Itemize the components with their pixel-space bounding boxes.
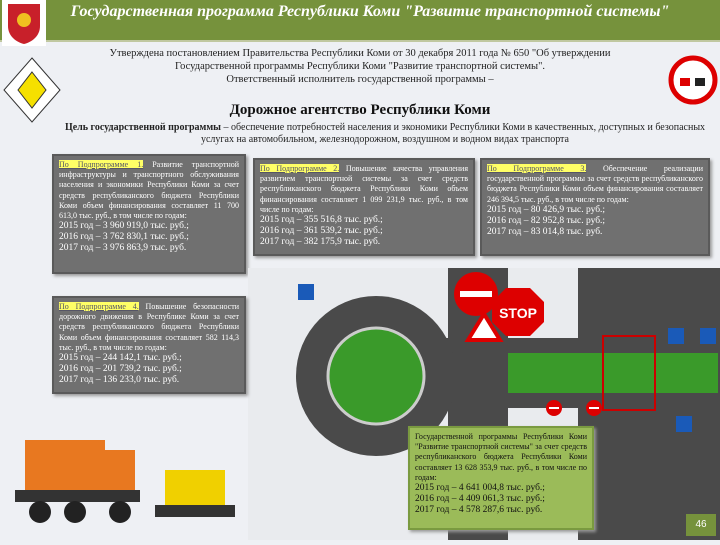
year-amount: 2016 год – 4 409 061,3 тыс. руб.;: [415, 494, 545, 505]
program-goal: [55, 122, 715, 146]
year-amount: 2017 год – 382 175,9 тыс. руб.: [260, 237, 381, 248]
goal-text: – обеспечение потребностей населения и экономики Республики Коми в качественных, доступных и безопасных услугах на автомобильном, железнодорожном, воздушном и водном видах транспорта: [200, 122, 706, 145]
priority-road-sign-icon: [2, 50, 62, 140]
year-amount: 2017 год – 136 233,0 тыс. руб.: [59, 375, 180, 386]
subprogram-text: Повышение безопасности дорожного движения в Республике Коми за счет средств республиканского бюджета Республики Коми объем финансирования составляет 582 114,3 тыс. руб., в том числе по годам:: [59, 302, 240, 352]
year-amount: 2015 год – 80 426,9 тыс. руб.;: [487, 204, 606, 215]
header-bar: [0, 0, 720, 42]
year-amount: 2017 год – 4 578 287,6 тыс. руб.: [415, 505, 543, 516]
subprogram-label: По Подпрограмме 4.: [59, 302, 139, 311]
subprogram-text: Повышение качества управления развитием транспортной системы за счет средств республиканского бюджета Республики Коми объем финансирования составляет 1 099 231,9 тыс. руб., в том числе по годам:: [260, 164, 468, 214]
year-amount: 2015 год – 4 641 004,8 тыс. руб.;: [415, 483, 545, 494]
year-amount: 2015 год – 3 960 919,0 тыс. руб.;: [59, 221, 189, 232]
stop-sign-text: STOP: [499, 305, 537, 321]
page-number: 46: [686, 514, 716, 536]
subprogram-label: По Подпрограмме 3.: [487, 164, 587, 173]
executor-label: Ответственный исполнитель государственной программы –: [226, 74, 494, 85]
subprogram-text: Развитие транспортной инфраструктуры и транспортного обслуживания населения и экономики Республики Коми за счет средств республиканского бюджета Республики Коми объем финансирования составляет 11 700 613,0 тыс. руб., в том числе по годам:: [59, 160, 239, 221]
approval-decree: Утверждена постановлением Правительства Республики Коми от 30 декабря 2011 года № 650 "Об утверждении Государственной программы Республики Коми "Развитие транспортной системы".: [109, 48, 611, 72]
year-amount: 2015 год – 355 516,8 тыс. руб.;: [260, 215, 383, 226]
agency-name: Дорожное агентство Республики Коми: [229, 102, 491, 118]
stop-sign-icon: [448, 270, 548, 348]
year-amount: 2015 год – 244 142,1 тыс. руб.;: [59, 353, 182, 364]
subprogram-1-box: [52, 154, 246, 274]
goal-label: Цель государственной программы: [64, 122, 221, 133]
subprogram-label: По Подпрограмме 2.: [260, 164, 340, 173]
coat-of-arms-icon: [2, 0, 46, 46]
no-overtaking-sign-icon: [668, 50, 718, 110]
subprogram-4-box: [52, 296, 246, 394]
year-amount: 2016 год – 361 539,2 тыс. руб.;: [260, 226, 383, 237]
year-amount: 2016 год – 3 762 830,1 тыс. руб.;: [59, 232, 189, 243]
road-machinery-image: [5, 420, 245, 540]
year-amount: 2016 год – 201 739,2 тыс. руб.;: [59, 364, 182, 375]
subprogram-3-box: [480, 158, 710, 256]
subprogram-label: По Подпрограмме 1.: [59, 160, 144, 169]
subprogram-text: Обеспечение реализации государственной программы за счет средств республиканского бюджета Республики Коми объем финансирования составляет 246 394,5 тыс. руб., в том числе по годам:: [487, 164, 703, 204]
year-amount: 2016 год – 82 952,8 тыс. руб.;: [487, 215, 606, 226]
total-text: Государственной программы Республики Коми "Развитие транспортной системы" за счет средств республиканского бюджета Республики Коми составляет 13 628 353,9 тыс. руб., в том числе по годам:: [415, 432, 587, 482]
approval-text: [80, 47, 640, 86]
year-amount: 2017 год – 83 014,8 тыс. руб.: [487, 226, 603, 237]
year-amount: 2017 год – 3 976 863,9 тыс. руб.: [59, 243, 187, 254]
subprogram-2-box: [253, 158, 475, 256]
page-title: Государственная программа Республики Коми "Развитие транспортной системы": [70, 3, 670, 20]
total-funding-box: [408, 426, 594, 530]
